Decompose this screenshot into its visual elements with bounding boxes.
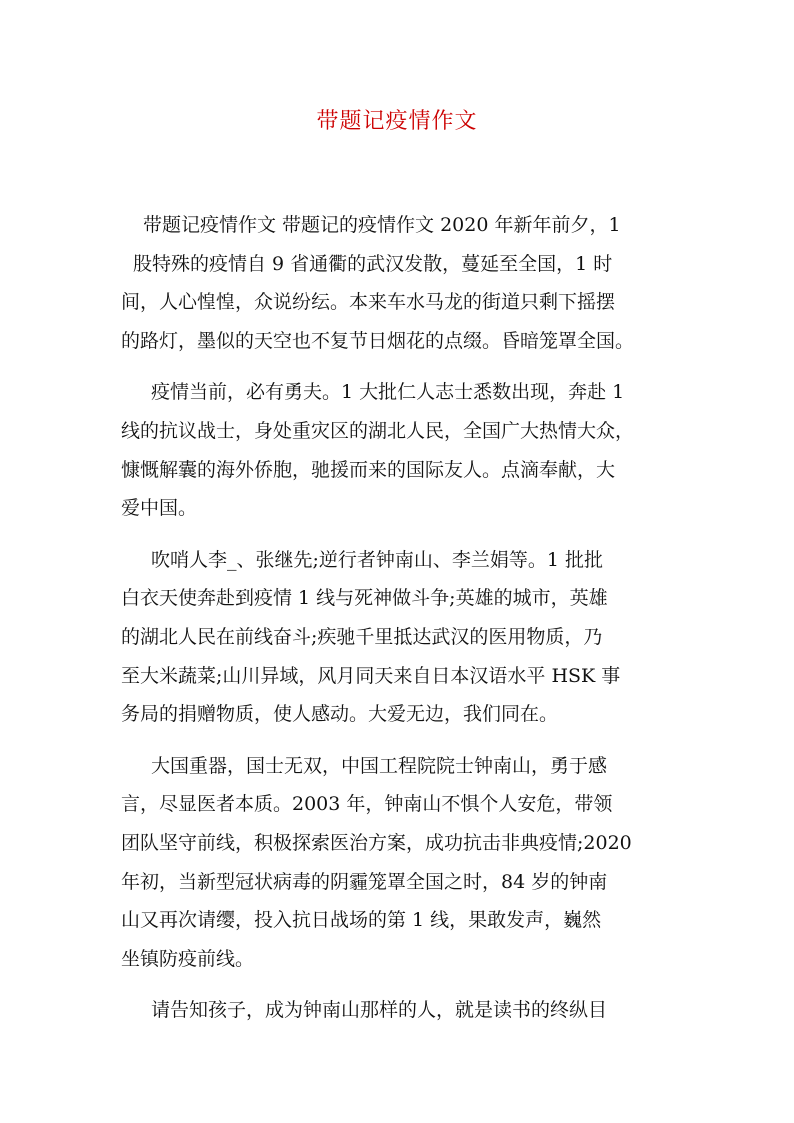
paragraph-line: 间，人心惶惶，众说纷纭。本来车水马龙的街道只剩下摇摆 — [121, 291, 616, 314]
paragraph-line: 请告知孩子，成为钟南山那样的人，就是读书的终纵目 — [151, 999, 608, 1022]
paragraph-line: 言，尽显医者本质。2003 年，钟南山不惧个人安危，带领 — [121, 793, 613, 816]
paragraph-line: 股特殊的疫情自 9 省通衢的武汉发散，蔓延至全国，1 时 — [133, 252, 613, 275]
paragraph-line: 白衣天使奔赴到疫情 1 线与死神做斗争;英雄的城市，英雄 — [121, 587, 608, 610]
document-body — [121, 206, 677, 1030]
paragraph-line: 至大米蔬菜;山川异域，风月同天来自日本汉语水平 HSK 事 — [121, 664, 621, 687]
paragraph-1 — [121, 206, 677, 360]
paragraph-line: 大国重器，国士无双，中国工程院院士钟南山，勇于感 — [151, 754, 608, 777]
paragraph-line: 带题记疫情作文 带题记的疫情作文 2020 年新年前夕，1 — [143, 214, 621, 236]
paragraph-line: 山又再次请缨，投入抗日战场的第 1 线，果敢发声，巍然 — [121, 909, 602, 932]
paragraph-line: 年初，当新型冠状病毒的阴霾笼罩全国之时，84 岁的钟南 — [121, 870, 608, 893]
paragraph-line: 的路灯，墨似的天空也不复节日烟花的点缀。昏暗笼罩全国。 — [121, 329, 635, 352]
paragraph-4 — [121, 747, 677, 979]
paragraph-line: 疫情当前，必有勇夫。1 大批仁人志士悉数出现，奔赴 1 — [151, 381, 625, 404]
paragraph-5 — [121, 991, 677, 1030]
paragraph-line: 慷慨解囊的海外侨胞，驰援而来的国际友人。点滴奉献，大 — [121, 458, 616, 481]
paragraph-line: 爱中国。 — [121, 497, 198, 520]
paragraph-line: 的湖北人民在前线奋斗;疾驰千里抵达武汉的医用物质，乃 — [121, 625, 603, 648]
paragraph-2 — [121, 373, 677, 527]
document-title: 带题记疫情作文 — [316, 109, 478, 134]
paragraph-line: 线的抗议战士，身处重灾区的湖北人民，全国广大热情大众， — [121, 419, 635, 442]
paragraph-line: 务局的捐赠物质，使人感动。大爱无边，我们同在。 — [121, 703, 559, 726]
paragraph-line: 团队坚守前线，积极探索医治方案，成功抗击非典疫情;2020 — [121, 831, 632, 854]
paragraph-line: 坐镇防疫前线。 — [121, 947, 255, 970]
paragraph-3 — [121, 541, 677, 734]
paragraph-line: 吹哨人李_、张继先;逆行者钟南山、李兰娟等。1 批批 — [151, 548, 604, 571]
